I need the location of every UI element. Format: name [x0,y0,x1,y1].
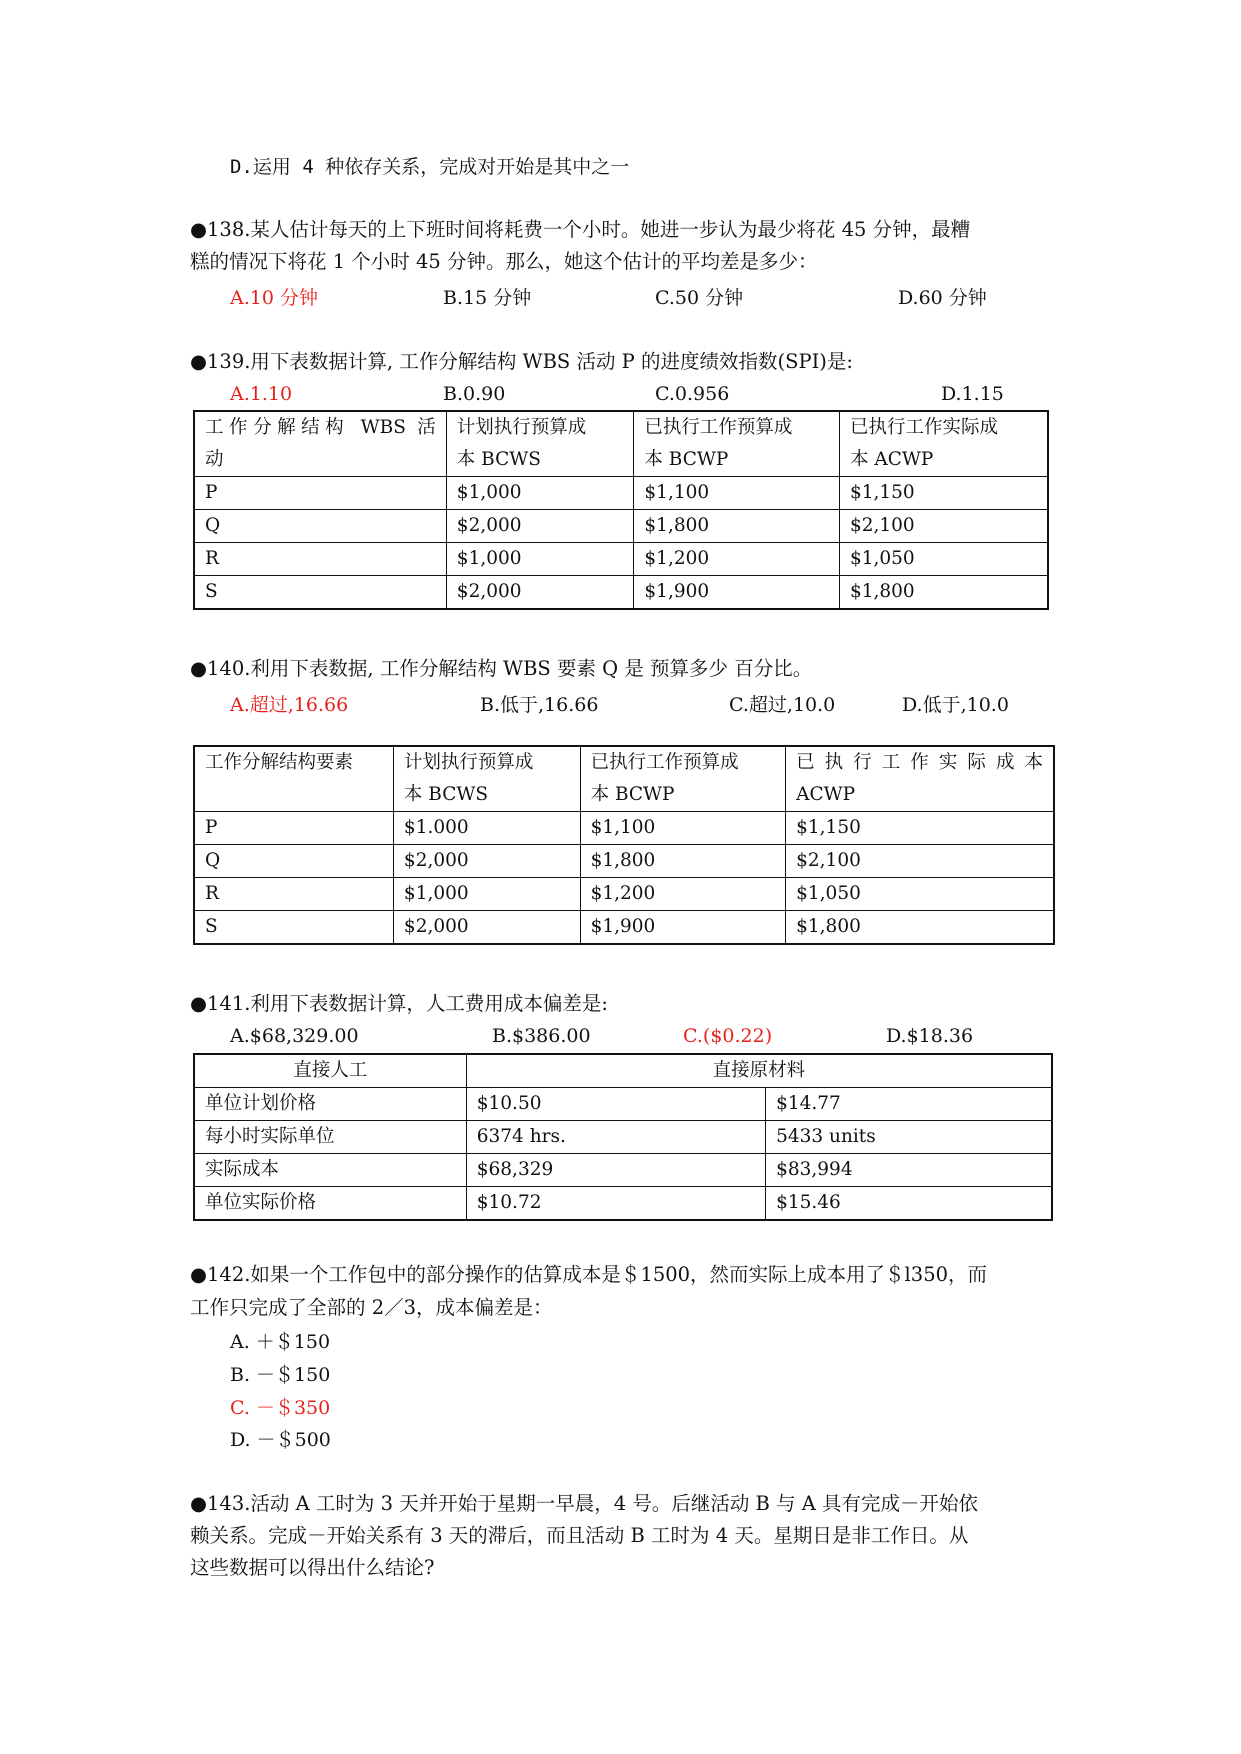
table-cell: $2,100 [839,510,1048,543]
header-cell: 计划执行预算成 本 BCWS [446,411,634,477]
table-header-row [194,411,1048,477]
table-cell: P [194,812,393,845]
question-140-text: ●140.利用下表数据, 工作分解结构 WBS 要素 Q 是 预算多少 百分比。 [190,657,813,680]
q141-option-c: C.($0.22) [683,1025,773,1047]
q139-option-b: B.0.90 [443,383,506,405]
table-row [194,1187,1052,1221]
table-cell: $1,200 [634,543,840,576]
question-143-line-2: 赖关系。完成－开始关系有 3 天的滞后，而且活动 B 工时为 4 天。星期日是非工作日。从 [190,1524,969,1547]
q141-option-d: D.$18.36 [886,1025,974,1047]
table-cell: $2,000 [446,576,634,610]
q139-option-d: D.1.15 [941,383,1004,405]
q139-option-a: A.1.10 [230,383,293,405]
header-cell: 工作分解结构 WBS 活 动 [194,411,446,477]
table-cell: $68,329 [466,1154,765,1187]
q142-option-b: B. －＄150 [230,1364,331,1386]
table-row [194,845,1054,878]
table-cell: $1,000 [446,543,634,576]
q141-table [193,1053,1053,1221]
table-cell: $14.77 [766,1088,1052,1121]
table-cell: $1,800 [634,510,840,543]
q142-option-d: D. －＄500 [230,1429,331,1451]
table-row [194,510,1048,543]
table-cell: 5433 units [766,1121,1052,1154]
header-cell: 工作分解结构要素 [194,746,393,812]
q140-option-d: D.低于,10.0 [902,694,1009,716]
table-row [194,1121,1052,1154]
header-cell: 已执行工作实际成 本 ACWP [839,411,1048,477]
table-cell: $1,000 [393,878,580,911]
q138-option-a: A.10 分钟 [230,287,318,309]
table-row [194,812,1054,845]
question-141-text: ●141.利用下表数据计算，人工费用成本偏差是: [190,992,609,1015]
q140-option-a: A.超过,16.66 [230,694,349,716]
question-139-text: ●139.用下表数据计算, 工作分解结构 WBS 活动 P 的进度绩效指数(SPI)是: [190,350,853,373]
table-cell: $1,100 [634,477,840,510]
table-cell: $2,100 [786,845,1054,878]
table-cell: S [194,911,393,945]
header-cell: 直接原材料 [466,1054,1052,1088]
table-cell: $2,000 [393,845,580,878]
q142-option-a: A. ＋＄150 [230,1331,331,1353]
table-cell: $1,000 [446,477,634,510]
table-cell: 每小时实际单位 [194,1121,466,1154]
table-cell: 单位计划价格 [194,1088,466,1121]
table-cell: 实际成本 [194,1154,466,1187]
q138-option-b: B.15 分钟 [443,287,532,309]
table-cell: $1,800 [580,845,786,878]
header-cell: 已执行工作实际成本 ACWP [786,746,1054,812]
table-cell: $1,900 [634,576,840,610]
q142-option-c: C. －＄350 [230,1397,331,1419]
table-header-row [194,746,1054,812]
q138-option-d: D.60 分钟 [898,287,987,309]
q140-option-b: B.低于,16.66 [480,694,599,716]
q141-option-b: B.$386.00 [492,1025,591,1047]
table-cell: Q [194,845,393,878]
table-cell: $10.72 [466,1187,765,1221]
table-cell: $1,050 [839,543,1048,576]
table-cell: $1,900 [580,911,786,945]
table-cell: $15.46 [766,1187,1052,1221]
header-cell: 直接人工 [194,1054,466,1088]
table-cell: R [194,878,393,911]
table-row [194,1154,1052,1187]
table-cell: $1,150 [839,477,1048,510]
table-row [194,878,1054,911]
table-cell: $2,000 [446,510,634,543]
table-cell: $83,994 [766,1154,1052,1187]
question-138-line-1: ●138.某人估计每天的上下班时间将耗费一个小时。她进一步认为最少将花 45 分钟，最糟 [190,218,971,241]
table-cell: 单位实际价格 [194,1187,466,1221]
q139-table [193,410,1049,610]
table-row [194,543,1048,576]
table-cell: $1,200 [580,878,786,911]
table-cell: $10.50 [466,1088,765,1121]
table-row [194,576,1048,610]
table-row [194,477,1048,510]
question-142-line-2: 工作只完成了全部的 2／3，成本偏差是： [190,1296,553,1319]
question-142-line-1: ●142.如果一个工作包中的部分操作的估算成本是＄1500，然而实际上成本用了＄l350，而 [190,1263,988,1286]
q140-table [193,745,1055,945]
question-143-line-3: 这些数据可以得出什么结论? [190,1556,435,1579]
table-cell: R [194,543,446,576]
table-row [194,1088,1052,1121]
header-cell: 已执行工作预算成 本 BCWP [634,411,840,477]
table-cell: $1,100 [580,812,786,845]
q140-option-c: C.超过,10.0 [729,694,836,716]
table-row [194,911,1054,945]
question-143-line-1: ●143.活动 A 工时为 3 天并开始于星期一早晨，4 号。后继活动 B 与 A 具有完成－开始依 [190,1492,979,1515]
question-138-line-2: 糕的情况下将花 1 个小时 45 分钟。那么，她这个估计的平均差是多少： [190,250,818,273]
header-cell: 已执行工作预算成 本 BCWP [580,746,786,812]
header-cell: 计划执行预算成 本 BCWS [393,746,580,812]
table-cell: P [194,477,446,510]
table-cell: $2,000 [393,911,580,945]
table-cell: 6374 hrs. [466,1121,765,1154]
table-header-row [194,1054,1052,1088]
table-cell: S [194,576,446,610]
q141-option-a: A.$68,329.00 [230,1025,359,1047]
table-cell: $1,800 [839,576,1048,610]
q139-option-c: C.0.956 [655,383,730,405]
table-cell: $1,050 [786,878,1054,911]
q138-option-c: C.50 分钟 [655,287,744,309]
table-cell: $1.000 [393,812,580,845]
table-cell: $1,150 [786,812,1054,845]
table-cell: Q [194,510,446,543]
table-cell: $1,800 [786,911,1054,945]
option-d-line: D.运用 4 种依存关系，完成对开始是其中之一 [230,156,630,178]
